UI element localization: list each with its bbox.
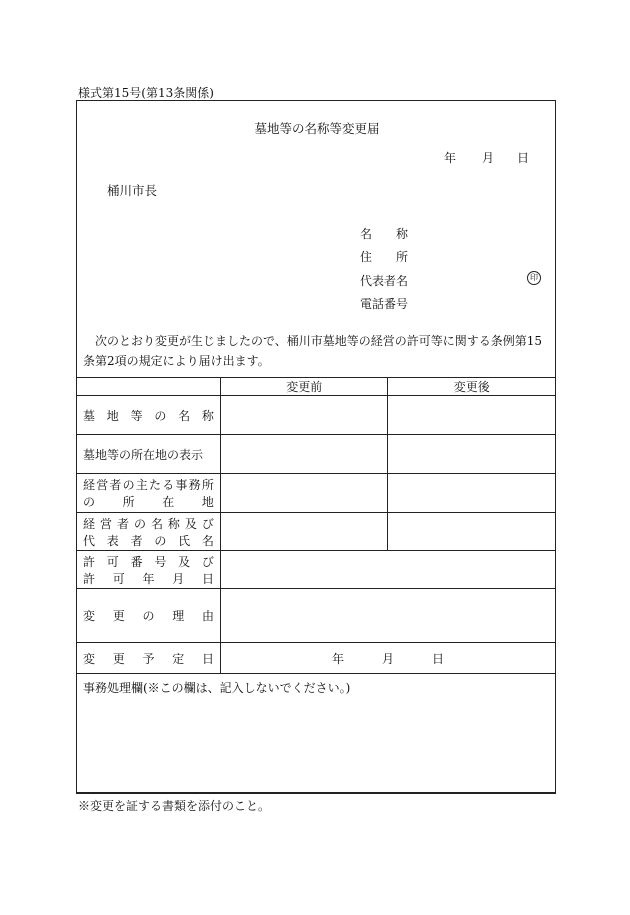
label-char: 務	[188, 478, 201, 492]
label-char: の	[154, 408, 167, 423]
label-char: 所	[122, 495, 135, 509]
label-char: 更	[112, 651, 125, 666]
label-char: 称	[201, 408, 214, 423]
date-day-label: 日	[517, 151, 530, 165]
label-char: の	[142, 609, 155, 623]
scheduled-date-cell[interactable]	[220, 643, 555, 674]
addressee: 桶川市長	[107, 183, 158, 198]
label-char: る	[162, 478, 175, 492]
form-title: 墓地等の名称等変更届	[254, 121, 380, 136]
row-label-scheduled-date	[77, 643, 221, 674]
attachment-note: ※変更を証する書類を添付のこと。	[78, 799, 271, 813]
applicant-address-label: 住 所	[360, 250, 409, 264]
label-char: 経	[83, 478, 96, 492]
label-char: 者	[116, 516, 129, 531]
label-char: 者	[109, 478, 122, 492]
label-char: 所	[201, 478, 214, 492]
label-char: 及	[178, 554, 191, 569]
change-table	[76, 377, 556, 794]
form-frame	[76, 100, 556, 793]
label-char: 定	[172, 651, 185, 666]
scheduled-month-label: 月	[381, 651, 394, 666]
row-label-location	[77, 435, 221, 474]
table-row	[77, 551, 556, 589]
label-char: 変	[83, 609, 96, 623]
table-row	[77, 474, 556, 513]
scheduled-year-label: 年	[331, 651, 344, 666]
before-value-cell[interactable]	[220, 474, 388, 513]
label-char: 番	[130, 554, 143, 569]
label-char: 名	[178, 408, 191, 423]
label-char: 更	[112, 609, 125, 623]
label-line	[83, 476, 214, 493]
header-after: 変更後	[388, 378, 556, 396]
label-line	[83, 493, 214, 510]
table-row	[77, 643, 556, 674]
label-char: 者	[130, 533, 143, 548]
table-row	[77, 513, 556, 551]
label-char: 地	[201, 495, 214, 509]
office-use-cell	[77, 674, 556, 794]
label-char: 営	[99, 516, 112, 531]
table-row	[77, 396, 556, 435]
label-char: 代	[83, 533, 96, 548]
label-char: 日	[201, 651, 214, 666]
label-char: 名	[201, 533, 214, 548]
label-char: 地	[106, 408, 119, 423]
label-char: 在	[162, 495, 175, 509]
table-row	[77, 674, 556, 794]
label-char: 表	[106, 533, 119, 548]
label-char: 氏	[178, 533, 191, 548]
label-char: 等	[130, 408, 143, 423]
label-char: 由	[201, 609, 214, 623]
label-char: 日	[201, 571, 214, 586]
label-char: 主	[135, 478, 148, 492]
before-value-cell[interactable]	[220, 396, 388, 435]
header-blank-cell	[77, 378, 221, 396]
table-header-row	[77, 378, 556, 396]
label-line	[83, 515, 214, 532]
scheduled-day-label: 日	[431, 651, 444, 666]
notification-body-text: 次のとおり変更が生じましたので、桶川市墓地等の経営の許可等に関する条例第15条第2項の規定により届け出ます。	[83, 334, 543, 368]
label-line	[83, 407, 214, 424]
reason-value-cell[interactable]	[220, 589, 555, 643]
label-char: び	[201, 554, 214, 569]
row-label-permit	[77, 551, 221, 589]
row-label-reason	[77, 589, 221, 643]
label-char: 事	[175, 478, 188, 492]
after-value-cell[interactable]	[388, 435, 556, 474]
before-value-cell[interactable]	[220, 435, 388, 474]
after-value-cell[interactable]	[388, 474, 556, 513]
label-line	[83, 607, 214, 624]
seal-mark-icon: 印	[527, 271, 541, 285]
label-char: 理	[172, 609, 185, 623]
label-char: 可	[112, 571, 125, 586]
header-before: 変更前	[220, 378, 388, 396]
label-char: の	[83, 495, 96, 509]
form-number-label: 様式第15号(第13条関係)	[78, 86, 214, 100]
label-char: 号	[154, 554, 167, 569]
label-char: の	[133, 516, 146, 531]
before-value-cell[interactable]	[220, 513, 388, 551]
label-char: の	[122, 478, 135, 492]
label-line	[83, 553, 214, 570]
label-char: た	[149, 478, 162, 492]
applicant-representative-label: 代表者名	[360, 274, 409, 288]
label-char: 経	[83, 516, 96, 531]
label-char: 営	[96, 478, 109, 492]
after-value-cell[interactable]	[388, 396, 556, 435]
table-row	[77, 435, 556, 474]
label-char: 変	[83, 651, 96, 666]
applicant-name-label: 名 称	[360, 227, 409, 241]
label-char: の	[154, 533, 167, 548]
row-label-operator	[77, 513, 221, 551]
label-line	[83, 570, 214, 587]
label-char: 称	[167, 516, 180, 531]
label-line	[83, 446, 214, 463]
label-char: 墓地等の所在地の表示	[83, 447, 204, 462]
office-use-label: 事務処理欄(※この欄は、記入しないでください。)	[83, 681, 351, 695]
after-value-cell[interactable]	[388, 513, 556, 551]
date-year-label: 年	[444, 151, 457, 165]
date-month-label: 月	[482, 151, 495, 165]
label-char: び	[201, 516, 214, 531]
label-char: 名	[150, 516, 163, 531]
table-row	[77, 589, 556, 643]
label-line	[83, 650, 214, 667]
label-line	[83, 532, 214, 549]
label-char: 及	[184, 516, 197, 531]
label-char: 許	[83, 571, 96, 586]
row-label-cemetery-name	[77, 396, 221, 435]
permit-value-cell[interactable]	[220, 551, 555, 589]
label-char: 年	[142, 571, 155, 586]
label-char: 許	[83, 554, 96, 569]
label-char: 墓	[83, 408, 96, 423]
applicant-phone-label: 電話番号	[360, 297, 409, 311]
label-char: 月	[172, 571, 185, 586]
row-label-office	[77, 474, 221, 513]
label-char: 予	[142, 651, 155, 666]
label-char: 可	[106, 554, 119, 569]
